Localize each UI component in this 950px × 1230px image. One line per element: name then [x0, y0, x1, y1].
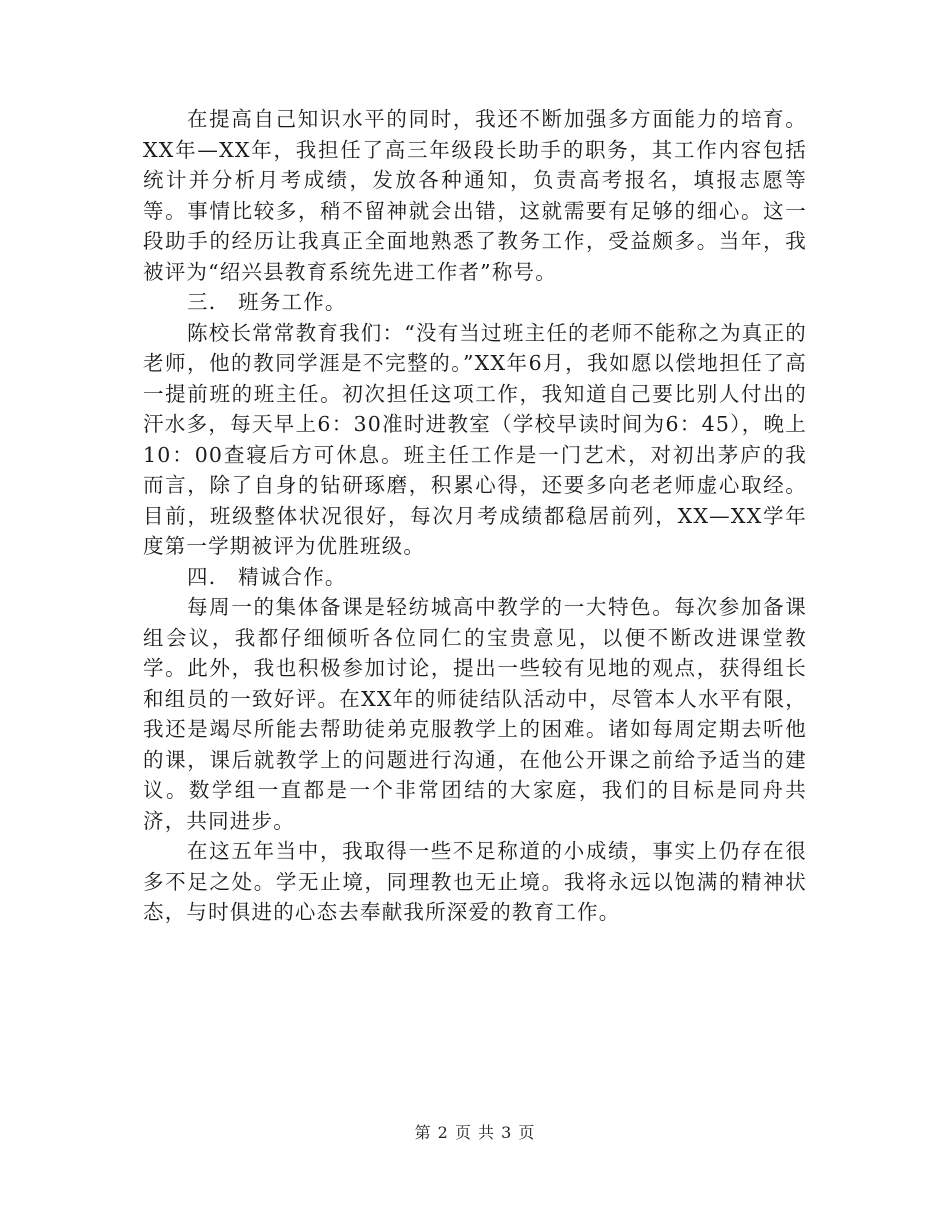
page-number-footer: 第 2 页 共 3 页: [414, 1123, 536, 1142]
paragraph-class-work: 陈校长常常教育我们：“没有当过班主任的老师不能称之为真正的老师，他的教同学涯是不完整的。”XX年6月，我如愿以偿地担任了高一提前班的班主任。初次担任这项工作，我知道自己要比别人付出的汗水多，每天早上6：30准时进教室（学校早读时间为6：45），晚上10：00查寝后方可休息。班主任工作是一门艺术，对初出茅庐的我而言，除了自身的钻研琢磨，积累心得，还要多向老老师虚心取经。目前，班级整体状况很好，每次月考成绩都稳居前列，XX—XX学年度第一学期被评为优胜班级。: [143, 320, 807, 558]
section-heading-class-work: 三． 班务工作。: [187, 290, 347, 314]
paragraph-cooperation: 每周一的集体备课是轻纺城高中教学的一大特色。每次参加备课组会议，我都仔细倾听各位同仁的宝贵意见，以便不断改进课堂教学。此外，我也积极参加讨论，提出一些较有见地的观点，获得组长和组员的一致好评。在XX年的师徒结队活动中，尽管本人水平有限，我还是竭尽所能去帮助徒弟克服教学上的困难。诸如每周定期去听他的课，课后就教学上的问题进行沟通，在他公开课之前给予适当的建议。数学组一直都是一个非常团结的大家庭，我们的目标是同舟共济，共同进步。: [143, 595, 807, 833]
paragraph-abilities: 在提高自己知识水平的同时，我还不断加强多方面能力的培育。XX年—XX年，我担任了高三年级段长助手的职务，其工作内容包括统计并分析月考成绩，发放各种通知，负责高考报名，填报志愿等等。事情比较多，稍不留神就会出错，这就需要有足够的细心。这一段助手的经历让我真正全面地熟悉了教务工作，受益颇多。当年，我被评为“绍兴县教育系统先进工作者”称号。: [143, 107, 807, 284]
document-body: [143, 104, 807, 928]
section-heading-cooperation: 四． 精诚合作。: [187, 564, 347, 589]
paragraph-conclusion: 在这五年当中，我取得一些不足称道的小成绩，事实上仍存在很多不足之处。学无止境，同理教也无止境。我将永远以饱满的精神状态，与时俱进的心态去奉献我所深爱的教育工作。: [143, 839, 807, 924]
